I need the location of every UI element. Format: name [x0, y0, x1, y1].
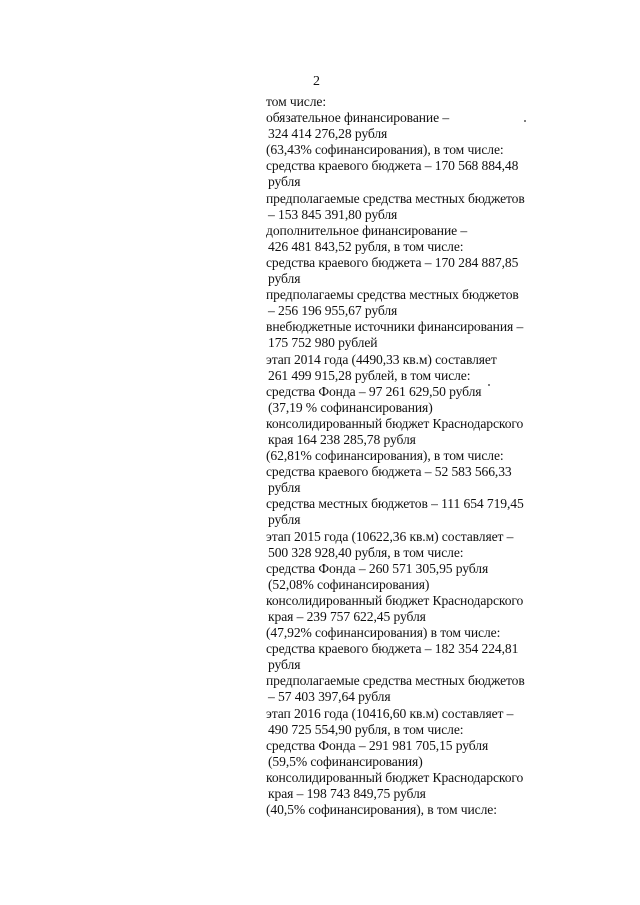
text-line: (47,92% софинансирования) в том числе:: [266, 625, 501, 641]
paragraph: [266, 673, 596, 705]
text-line: консолидированный бюджет Краснодарского: [266, 415, 524, 431]
paragraph: [266, 142, 596, 158]
paragraph: [266, 496, 596, 528]
text-line: средства краевого бюджета – 170 284 887,85: [266, 254, 519, 270]
text-line: средства Фонда – 97 261 629,50 рубля: [266, 383, 482, 399]
paragraph: [266, 770, 596, 802]
paragraph: [266, 319, 596, 351]
text-line: этап 2014 года (4490,33 кв.м) составляет: [266, 351, 497, 367]
text-line: (59,5% софинансирования): [268, 753, 423, 769]
text-line: – 57 403 397,64 рубля: [268, 689, 391, 705]
text-line: 426 481 843,52 рубля, в том числе:: [268, 238, 464, 254]
paragraph: [266, 561, 596, 593]
text-line: (52,08% софинансирования): [268, 576, 430, 592]
paragraph: [266, 110, 596, 142]
text-line: этап 2015 года (10622,36 кв.м) составляет –: [266, 528, 514, 544]
text-line: края – 198 743 849,75 рубля: [268, 786, 426, 802]
text-line: рубля: [268, 480, 301, 496]
page-number: 2: [313, 74, 320, 89]
text-line: – 153 845 391,80 рубля: [268, 206, 398, 222]
text-line: рубля: [268, 512, 301, 528]
text-line: консолидированный бюджет Краснодарского: [266, 769, 524, 785]
text-line: (37,19 % софинансирования): [268, 399, 433, 415]
text-line: средства Фонда – 291 981 705,15 рубля: [266, 737, 489, 753]
text-line: дополнительное финансирование –: [266, 222, 468, 238]
paragraph: [266, 738, 596, 770]
text-line: консолидированный бюджет Краснодарского: [266, 592, 524, 608]
text-line: рубля: [268, 271, 301, 287]
paragraph: [266, 416, 596, 448]
paragraph: [266, 94, 596, 110]
paragraph: [266, 255, 596, 287]
text-line: предполагаемые средства местных бюджетов: [266, 673, 525, 689]
paragraph: [266, 802, 596, 818]
paragraph: [266, 191, 596, 223]
text-line: края 164 238 285,78 рубля: [268, 431, 416, 447]
text-line: (62,81% софинансирования), в том числе:: [266, 448, 504, 464]
text-line: предполагаемы средства местных бюджетов: [266, 287, 519, 303]
paragraph: [266, 593, 596, 625]
text-line: средства краевого бюджета – 170 568 884,48: [266, 158, 519, 174]
text-line: рубля: [268, 174, 301, 190]
paragraph: [266, 706, 596, 738]
text-line: обязательное финансирование –: [266, 110, 450, 126]
text-line: 175 752 980 рублей: [268, 335, 378, 351]
text-line: средства краевого бюджета – 182 354 224,81: [266, 641, 519, 657]
text-line: средства Фонда – 260 571 305,95 рубля: [266, 560, 489, 576]
paragraph: [266, 158, 596, 190]
text-line: края – 239 757 622,45 рубля: [268, 609, 426, 624]
text-line: этап 2016 года (10416,60 кв.м) составляет –: [266, 705, 514, 721]
text-line: предполагаемые средства местных бюджетов: [266, 190, 525, 206]
text-line: внебюджетные источники финансирования –: [266, 319, 524, 335]
text-line: средства краевого бюджета – 52 583 566,33: [266, 464, 512, 480]
paragraph: [266, 352, 596, 384]
text-line: 324 414 276,28 рубля: [268, 126, 388, 142]
text-line: рубля: [268, 657, 301, 673]
paragraph: [266, 223, 596, 255]
paragraph: [266, 287, 596, 319]
text-line: том числе:: [266, 94, 327, 109]
paragraph: [266, 448, 596, 464]
text-line: 500 328 928,40 рубля, в том числе:: [268, 544, 464, 560]
paragraph: [266, 625, 596, 641]
text-line: 490 725 554,90 рубля, в том числе:: [268, 721, 464, 737]
paragraph: [266, 529, 596, 561]
paragraph: [266, 464, 596, 496]
text-line: 261 499 915,28 рублей, в том числе:: [268, 367, 471, 383]
text-line: средства местных бюджетов – 111 654 719,45: [266, 496, 524, 512]
paragraph: [266, 384, 596, 416]
text-line: – 256 196 955,67 рубля: [268, 303, 398, 319]
text-line: (63,43% софинансирования), в том числе:: [266, 142, 504, 158]
text-line: (40,5% софинансирования), в том числе:: [266, 802, 497, 818]
body-text: [266, 94, 596, 818]
paragraph: [266, 641, 596, 673]
